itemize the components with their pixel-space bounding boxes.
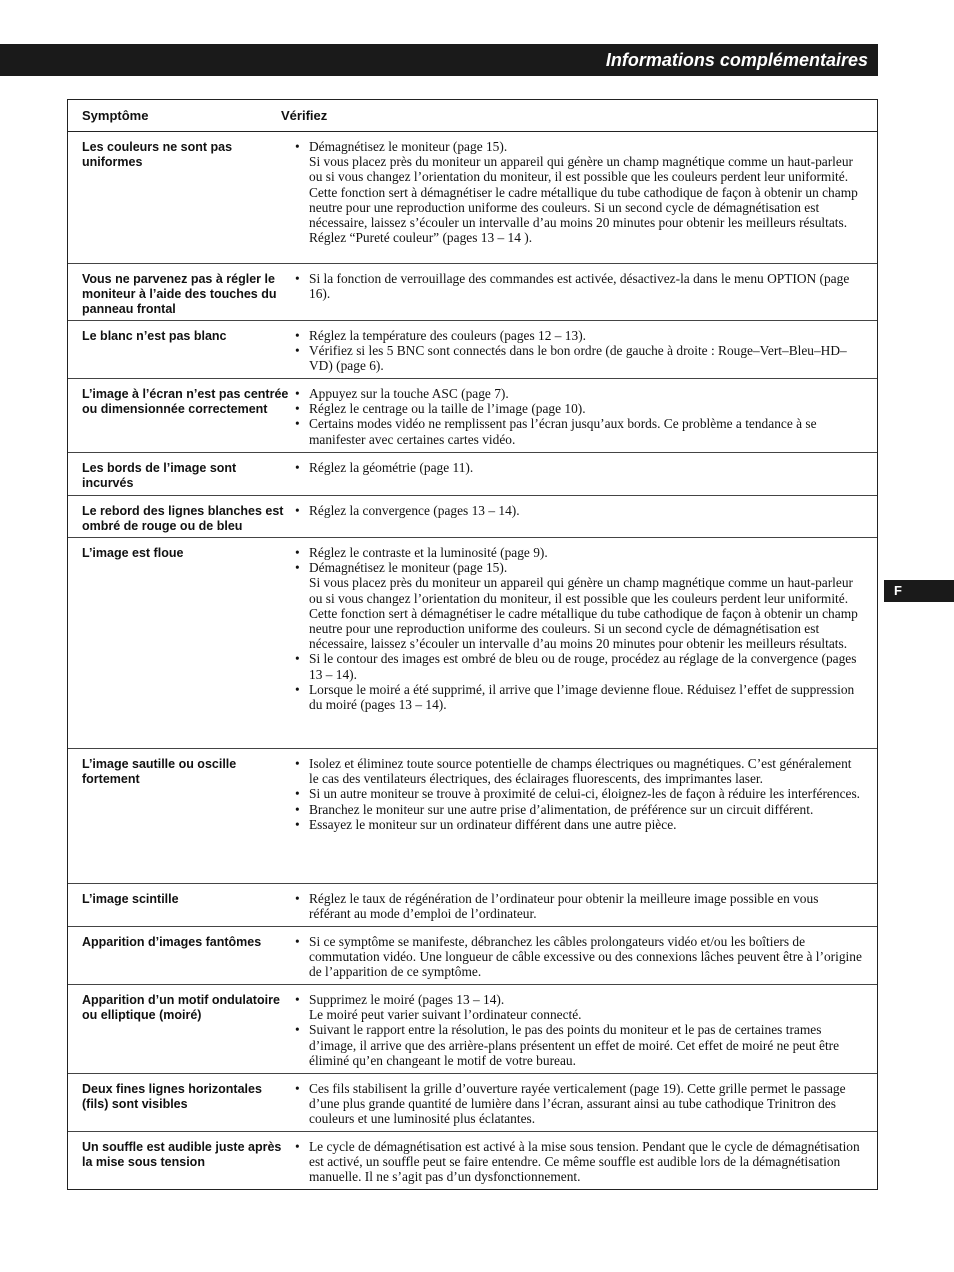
troubleshooting-table: [67, 99, 878, 1190]
table-row: [68, 927, 877, 985]
check-cell: [295, 496, 877, 537]
table-row: [68, 749, 877, 884]
check-list: [295, 992, 863, 1068]
check-cell: [295, 453, 877, 495]
section-tab: F: [884, 580, 954, 602]
column-header-check: Vérifiez: [281, 108, 328, 123]
table-row: [68, 538, 877, 749]
symptom-cell: Vous ne parvenez pas à régler le moniteur à l’aide des touches du panneau frontal: [82, 272, 277, 316]
symptom-cell: L’image scintille: [82, 892, 179, 906]
table-row: [68, 321, 877, 379]
check-text: • Réglez la géométrie (page 11).: [309, 460, 474, 475]
check-cell: [295, 1132, 877, 1190]
symptom-cell: Le rebord des lignes blanches est ombré de rouge ou de bleu: [82, 504, 284, 533]
check-text: • Si un autre moniteur se trouve à proximité de celui-ci, éloignez-les de façon à réduire les interférences.: [309, 786, 861, 802]
check-text: • Démagnétisez le moniteur (page 15).: [309, 139, 508, 154]
check-cell: [295, 749, 877, 883]
list-item: [295, 802, 863, 817]
check-list: [295, 1081, 863, 1127]
check-text: • Appuyez sur la touche ASC (page 7).: [309, 386, 509, 401]
check-text: • Si ce symptôme se manifeste, débranchez les câbles prolongateurs vidéo et/ou les boîtiers de commutation vidéo. Une longueur de câble excessive ou des connexions lâches peuvent être à l’origine de l’apparition de ce symptôme.: [309, 934, 862, 980]
list-item: [295, 934, 863, 980]
list-item: [295, 1139, 863, 1185]
check-list: [295, 545, 863, 712]
list-item: [295, 1022, 863, 1068]
check-list: [295, 460, 863, 475]
list-item: [295, 545, 863, 560]
list-item: [295, 271, 863, 301]
list-item: [295, 328, 863, 343]
check-text: • Réglez le taux de régénération de l’ordinateur pour obtenir la meilleure image possible en vous référant au mode d’emploi de l’ordinateur.: [309, 891, 819, 922]
check-cell: [295, 1074, 877, 1131]
list-item: [295, 416, 863, 446]
check-list: [295, 386, 863, 447]
list-item: [295, 1081, 863, 1127]
header-bar: [0, 44, 878, 76]
symptom-cell: Les bords de l’image sont incurvés: [82, 461, 237, 490]
symptom-cell: L’image est floue: [82, 546, 184, 560]
check-text: • Supprimez le moiré (pages 13 – 14).: [309, 992, 505, 1007]
symptom-cell: Le blanc n’est pas blanc: [82, 329, 227, 343]
list-item: [295, 386, 863, 401]
check-text: • Réglez le contraste et la luminosité (page 9).: [309, 545, 548, 560]
check-list: [295, 271, 863, 301]
check-text: • Branchez le moniteur sur une autre prise d’alimentation, de préférence sur un circuit différent.: [309, 801, 814, 817]
check-text: • Ces fils stabilisent la grille d’ouverture rayée verticalement (page 19). Cette grille permet le passage d’une plus grande quantité de lumière dans l’écran, assurant ainsi au tube cathodique Trinitron des couleurs et une luminosité plus éclatantes.: [309, 1081, 846, 1127]
check-list: [295, 934, 863, 980]
check-cell: [295, 884, 877, 926]
check-text: Si vous placez près du moniteur un appareil qui génère un champ magnétique comme un haut-parleur ou si vous changez l’orientation du moniteur, il est possible que les couleurs perdent leur uniformité. Cette fonction sert à démagnétiser le cadre métallique du tube cathodique de façon à obtenir un champ neutre pour une reproduction uniforme des couleurs. Si un second cycle de démagnétisation est nécessaire, laissez s’écouler un intervalle d’au moins 20 minutes pour obtenir les meilleurs résultats.: [309, 154, 858, 231]
check-text: • Démagnétisez le moniteur (page 15).: [309, 560, 508, 576]
check-list: [295, 756, 863, 832]
table-row: [68, 264, 877, 321]
list-item: [295, 786, 863, 801]
check-text: • Réglez le centrage ou la taille de l’image (page 10).: [309, 401, 586, 417]
table-row: [68, 453, 877, 496]
list-item: [295, 817, 863, 832]
symptom-cell: Apparition d’un motif ondulatoire ou elliptique (moiré): [82, 993, 280, 1022]
list-item: [295, 139, 863, 245]
table-body: [68, 132, 877, 1190]
check-text: • Certains modes vidéo ne remplissent pas l’écran jusqu’aux bords. Ce problème a tendance à se manifester avec certaines cartes vidéo.: [309, 416, 817, 447]
list-item: [295, 992, 863, 1022]
list-item: [295, 343, 863, 373]
check-cell: [295, 538, 877, 748]
table-row: [68, 1132, 877, 1190]
symptom-cell: Deux fines lignes horizontales (fils) sont visibles: [82, 1082, 262, 1111]
list-item: [295, 651, 863, 681]
table-row: [68, 379, 877, 453]
check-text: • Lorsque le moiré a été supprimé, il arrive que l’image devienne floue. Réduisez l’effet de suppression du moiré (pages 13 – 14).: [309, 681, 855, 713]
check-text: • Réglez la convergence (pages 13 – 14).: [309, 503, 520, 518]
list-item: [295, 891, 863, 921]
check-text: • Essayez le moniteur sur un ordinateur différent dans une autre pièce.: [309, 816, 677, 832]
check-text: Cette fonction sert à démagnétiser le cadre métallique du tube cathodique de façon à obtenir un champ neutre pour une reproduction uniforme des couleurs. Si un second cycle de démagnétisation est nécessaire, laissez s’écouler un intervalle d’au moins 20 minutes pour obtenir les meilleurs résultats.: [309, 605, 858, 652]
list-item: [295, 503, 863, 518]
check-list: [295, 891, 863, 921]
check-list: [295, 328, 863, 374]
list-item: [295, 682, 863, 712]
check-cell: [295, 264, 877, 320]
check-list: [295, 503, 863, 518]
list-item: [295, 560, 863, 651]
check-cell: [295, 132, 877, 263]
check-text: Le moiré peut varier suivant l’ordinateur connecté.: [309, 1007, 582, 1023]
check-cell: [295, 985, 877, 1073]
check-cell: [295, 379, 877, 452]
check-text: • Isolez et éliminez toute source potentielle de champs électriques ou magnétiques. C’est généralement le cas des ventilateurs électriques, des éclairages fluorescents, des imprimantes laser.: [309, 756, 852, 787]
table-row: [68, 496, 877, 538]
check-text: • Si la fonction de verrouillage des commandes est activée, désactivez-la dans le menu OPTION (page 16).: [309, 271, 850, 302]
table-row: [68, 884, 877, 927]
symptom-cell: Un souffle est audible juste après la mise sous tension: [82, 1140, 282, 1169]
symptom-cell: Les couleurs ne sont pas uniformes: [82, 140, 233, 169]
check-cell: [295, 321, 877, 378]
table-row: [68, 132, 877, 264]
check-cell: [295, 927, 877, 984]
list-item: [295, 460, 863, 475]
check-text: • Si le contour des images est ombré de bleu ou de rouge, procédez au réglage de la convergence (pages 13 – 14).: [309, 651, 857, 682]
check-text: • Suivant le rapport entre la résolution, le pas des points du moniteur et le pas de certaines trames d’image, il arrive que des arrière-plans présentent un effet de moiré. Cet effet de moiré ne peut être éliminé qu’en changeant le motif de votre bureau.: [309, 1022, 840, 1068]
page-title: Informations complémentaires: [605, 50, 868, 70]
symptom-cell: L’image à l’écran n’est pas centrée ou dimensionnée correctement: [82, 387, 289, 416]
check-text: • Réglez la température des couleurs (pages 12 – 13).: [309, 328, 587, 343]
check-text: Réglez “Pureté couleur” (pages 13 – 14 ).: [309, 230, 533, 246]
symptom-cell: Apparition d’images fantômes: [82, 935, 262, 949]
table-header: [68, 100, 877, 132]
check-text: • Vérifiez si les 5 BNC sont connectés dans le bon ordre (de gauche à droite : Rouge–Vert–Bleu–HD–VD) (page 6).: [309, 343, 847, 374]
table-row: [68, 1074, 877, 1132]
table-row: [68, 985, 877, 1074]
check-text: • Le cycle de démagnétisation est activé à la mise sous tension. Pendant que le cycle de démagnétisation est activé, un souffle peut se faire entendre. Ce même souffle est audible lors de la démagnétisation manuelle. Il ne s’agit pas d’un dysfonctionnement.: [309, 1139, 860, 1185]
check-text: Si vous placez près du moniteur un appareil qui génère un champ magnétique comme un haut-parleur ou si vous changez l’orientation du moniteur, il est possible que les couleurs perdent leur uniformité.: [309, 575, 854, 606]
list-item: [295, 401, 863, 416]
symptom-cell: L’image sautille ou oscille fortement: [82, 757, 237, 786]
check-list: [295, 139, 863, 245]
check-list: [295, 1139, 863, 1185]
column-header-symptom: Symptôme: [82, 108, 149, 123]
list-item: [295, 756, 863, 786]
